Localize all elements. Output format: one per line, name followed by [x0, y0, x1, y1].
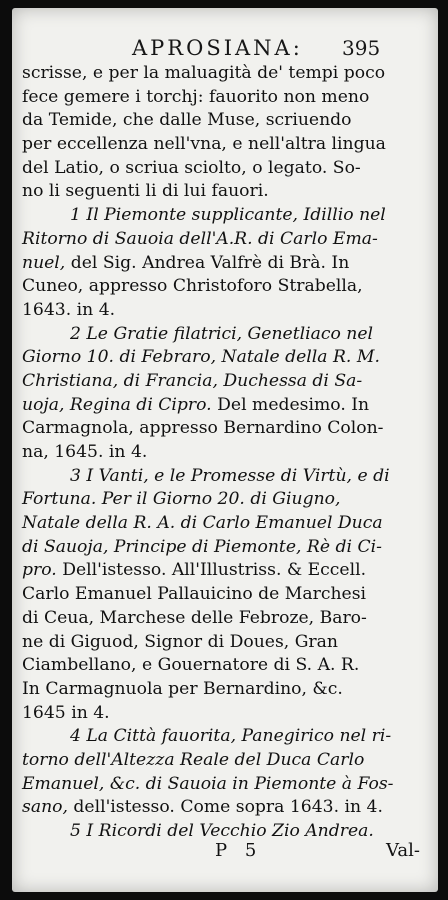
italic-title-text: uoja, Regina di Cipro.	[22, 394, 212, 415]
entry-line	[22, 559, 428, 583]
text-line: da Temide, che dalle Muse, scriuendo	[22, 110, 352, 131]
signature-mark: P 5	[215, 840, 263, 861]
entry-line	[22, 228, 428, 252]
entry-line	[22, 275, 428, 299]
entry-line	[22, 299, 428, 323]
entry-line	[22, 796, 428, 820]
entry-line	[22, 702, 428, 726]
roman-text: In Carmagnuola per Bernardino, &c.	[22, 678, 343, 699]
roman-text: Carmagnola, appresso Bernardino Colon-	[22, 418, 384, 439]
italic-title-text: torno dell'Altezza Reale del Duca Carlo	[22, 749, 365, 770]
text-line: fece gemere i torchj: fauorito non meno	[22, 86, 370, 107]
italic-title-text: 1 Il Piemonte supplicante, Idillio nel	[70, 205, 386, 226]
roman-text: Ciambellano, e Gouernatore di S. A. R.	[22, 655, 360, 676]
entry-line	[22, 725, 428, 749]
italic-title-text: nuel,	[22, 252, 66, 273]
roman-text: dell'istesso. Come sopra 1643. in 4.	[67, 797, 383, 818]
bibliography-entry	[22, 725, 428, 820]
text-line: no li seguenti li di lui fauori.	[22, 181, 269, 202]
italic-title-text: Emanuel, &c. di Sauoia in Piemonte à Fos-	[22, 773, 394, 794]
italic-title-text: Christiana, di Francia, Duchessa di Sa-	[22, 370, 363, 391]
entry-line	[22, 631, 428, 655]
italic-title-text: Giorno 10. di Febraro, Natale della R. M.	[22, 347, 380, 368]
entry-line	[22, 512, 428, 536]
entry-line	[22, 204, 428, 228]
running-head: APROSIANA:	[132, 36, 303, 60]
body-text	[22, 62, 428, 844]
roman-text: Del medesimo. In	[211, 394, 370, 415]
roman-text: di Ceua, Marchese delle Febroze, Baro-	[22, 607, 367, 628]
italic-title-text: 2 Le Gratie filatrici, Genetliaco nel	[70, 323, 374, 344]
entry-line	[22, 370, 428, 394]
roman-text: del Sig. Andrea Valfrè di Brà. In	[65, 252, 350, 273]
entry-line	[22, 678, 428, 702]
page-header	[12, 36, 438, 60]
bibliography-entry	[22, 204, 428, 322]
text-line: del Latio, o scriua sciolto, o legato. So-	[22, 157, 361, 178]
text-line: per eccellenza nell'vna, e nell'altra lingua	[22, 134, 386, 155]
page-footer	[12, 840, 438, 864]
roman-text: Dell'istesso. All'Illustriss. & Eccell.	[56, 560, 367, 581]
italic-title-text: pro.	[22, 560, 57, 581]
entry-line	[22, 441, 428, 465]
italic-title-text: sano,	[22, 797, 68, 818]
catchword: Val-	[386, 840, 420, 861]
entry-line	[22, 654, 428, 678]
italic-title-text: Fortuna. Per il Giorno 20. di Giugno,	[22, 489, 341, 510]
italic-title-text: Natale della R. A. di Carlo Emanuel Duca	[22, 513, 383, 534]
bibliography-list	[22, 204, 428, 844]
intro-paragraph	[22, 62, 428, 204]
text-line: scrisse, e per la maluagità de' tempi poco	[22, 63, 386, 83]
italic-title-text: 5 I Ricordi del Vecchio Zio Andrea.	[70, 821, 374, 841]
entry-line	[22, 323, 428, 347]
bibliography-entry	[22, 465, 428, 726]
entry-line	[22, 488, 428, 512]
entry-line	[22, 607, 428, 631]
italic-title-text: 4 La Città fauorita, Panegirico nel ri-	[70, 726, 392, 747]
entry-line	[22, 252, 428, 276]
page-number: 395	[342, 36, 381, 60]
entry-line	[22, 465, 428, 489]
roman-text: 1643. in 4.	[22, 299, 116, 320]
entry-line	[22, 346, 428, 370]
italic-title-text: Ritorno di Sauoia dell'A.R. di Carlo Ema-	[22, 228, 378, 249]
roman-text: 1645 in 4.	[22, 702, 110, 723]
roman-text: Cuneo, appresso Christoforo Strabella,	[22, 276, 363, 297]
entry-line	[22, 749, 428, 773]
book-page	[12, 8, 438, 892]
entry-line	[22, 394, 428, 418]
roman-text: Carlo Emanuel Pallauicino de Marchesi	[22, 584, 367, 605]
bibliography-entry	[22, 323, 428, 465]
entry-line	[22, 583, 428, 607]
roman-text: na, 1645. in 4.	[22, 442, 148, 462]
entry-line	[22, 417, 428, 441]
italic-title-text: di Sauoja, Principe di Piemonte, Rè di Ci-	[22, 536, 382, 557]
entry-line	[22, 536, 428, 560]
roman-text: ne di Giguod, Signor di Doues, Gran	[22, 631, 338, 652]
italic-title-text: 3 I Vanti, e le Promesse di Virtù, e di	[70, 465, 390, 486]
entry-line	[22, 773, 428, 797]
